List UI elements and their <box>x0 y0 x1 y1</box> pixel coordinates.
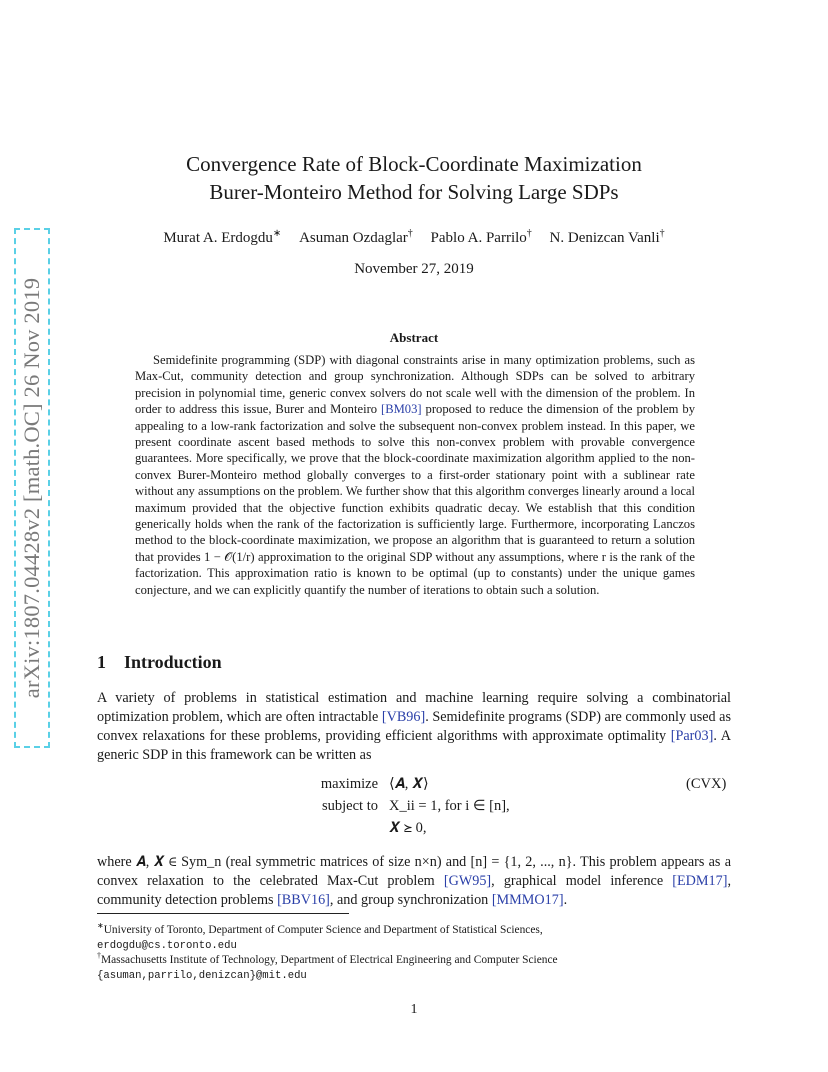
equation-expression: 𝑿 ⪰ 0, <box>389 820 427 836</box>
title-line-2: Burer-Monteiro Method for Solving Large SDPs <box>209 180 619 204</box>
equation-keyword: maximize <box>320 776 378 792</box>
page-number: 1 <box>410 1002 418 1017</box>
title-line-1: Convergence Rate of Block-Coordinate Maximization <box>186 152 642 176</box>
citation-link[interactable]: [GW95] <box>443 873 492 889</box>
paragraph-text: , graphical model inference <box>491 873 673 889</box>
paragraph-text: A variety of problems in statistical estimation and machine learning require solving a combinatorial optimization problem, which are often intractable <box>97 690 731 725</box>
footnote <box>97 948 731 984</box>
footnote-mark: † <box>97 951 101 960</box>
paper-title <box>0 150 828 206</box>
cvx-equation <box>0 776 828 842</box>
author-name: Pablo A. Parrilo <box>430 230 527 246</box>
intro-paragraph <box>97 689 731 765</box>
equation-tag: (CVX) <box>686 776 727 792</box>
author-mark: † <box>659 228 665 239</box>
abstract-heading: Abstract <box>389 330 439 345</box>
section-number: 1 <box>97 652 106 672</box>
author-mark: † <box>407 228 413 239</box>
arxiv-stamp <box>14 228 50 748</box>
paragraph-text: , and group synchronization <box>329 892 492 908</box>
footnote-email: erdogdu@cs.toronto.edu <box>97 939 237 952</box>
citation-link[interactable]: [MMMO17] <box>491 892 564 908</box>
citation-link[interactable]: [VB96] <box>381 709 426 725</box>
author-mark: ∗ <box>272 228 282 239</box>
author-name: N. Denizcan Vanli <box>549 230 660 246</box>
citation-link[interactable]: [BM03] <box>381 402 422 417</box>
citation-link[interactable]: [Par03] <box>670 728 714 744</box>
paragraph-text: . A generic SDP in this framework can be written as <box>97 728 731 763</box>
abstract-body <box>135 352 695 598</box>
equation-row <box>0 820 828 842</box>
paragraph-text: where 𝑨, 𝑿 ∈ Sym_n (real symmetric matrices of size n×n) and [n] = {1, 2, ..., n}. This problem appears as a convex relaxation to the celebrated Max-Cut problem <box>97 854 731 889</box>
arxiv-identifier: arXiv:1807.04428v2 [math.OC] 26 Nov 2019 <box>19 277 44 699</box>
footnote-mark: ∗ <box>97 921 104 930</box>
author-mark: † <box>526 228 532 239</box>
paragraph-text: , community detection problems <box>97 873 731 908</box>
author-list <box>0 228 828 247</box>
paragraph-text: . <box>563 892 568 908</box>
intro-paragraph <box>97 853 731 910</box>
author <box>163 230 281 246</box>
abstract-text: Semidefinite programming (SDP) with diagonal constraints arise in many optimization problems, such as Max-Cut, community detection and group synchronization. Although SDPs can be solved to arbitrary precision in polynomial time, generic convex solvers do not scale well with the dimension of the problem. In order to address this issue, Burer and Monteiro <box>135 353 695 417</box>
footnote-divider <box>97 913 349 914</box>
section-title: Introduction <box>124 652 222 672</box>
equation-expression: ⟨𝑨, 𝑿⟩ <box>389 776 429 792</box>
equation-row <box>0 798 828 820</box>
equation-expression: X_ii = 1, for i ∈ [n], <box>389 798 510 814</box>
citation-link[interactable]: [BBV16] <box>277 892 330 908</box>
equation-row <box>0 776 828 798</box>
citation-link[interactable]: [EDM17] <box>672 873 728 889</box>
author-name: Asuman Ozdaglar <box>299 230 408 246</box>
author <box>550 230 665 246</box>
footnote-text: University of Toronto, Department of Computer Science and Department of Statistical Sciences, <box>103 923 543 936</box>
section-heading <box>97 652 222 673</box>
author <box>431 230 532 246</box>
abstract-text: proposed to reduce the dimension of the problem by appealing to a low-rank factorization and solve the subsequent non-convex problem instead. In this paper, we present coordinate ascent based methods to solve this non-convex problem with provable convergence guarantees. More specifically, we prove that the block-coordinate maximization algorithm applied to the non-convex Burer-Monteiro method globally converges to a first-order stationary point with a sublinear rate without any assumptions on the problem. We further show that this algorithm converges linearly around a local maximum provided that the objective function exhibits quadratic decay. We establish that this condition generically holds when the rank of the factorization is sufficiently large. Furthermore, incorporating Lanczos method to the block-coordinate maximization, we propose an algorithm that is guaranteed to return a solution that provides 1 − 𝒪(1/r) approximation to the original SDP without any assumptions, where r is the rank of the factorization. This approximation ratio is known to be optimal (up to constants) under the unique games conjecture, and we can explicitly quantify the number of iterations to obtain such a solution. <box>135 402 695 597</box>
author <box>299 230 413 246</box>
author-name: Murat A. Erdogdu <box>163 230 273 246</box>
footnote-email: {asuman,parrilo,denizcan}@mit.edu <box>97 969 307 982</box>
paper-date: November 27, 2019 <box>354 261 474 277</box>
paragraph-text: . Semidefinite programs (SDP) are commonly used as convex relaxations for these problems, providing efficient algorithms with approximate optimality <box>97 709 731 744</box>
equation-keyword: subject to <box>322 798 378 814</box>
footnote-text: Massachusetts Institute of Technology, Department of Electrical Engineering and Computer Science <box>101 953 558 966</box>
